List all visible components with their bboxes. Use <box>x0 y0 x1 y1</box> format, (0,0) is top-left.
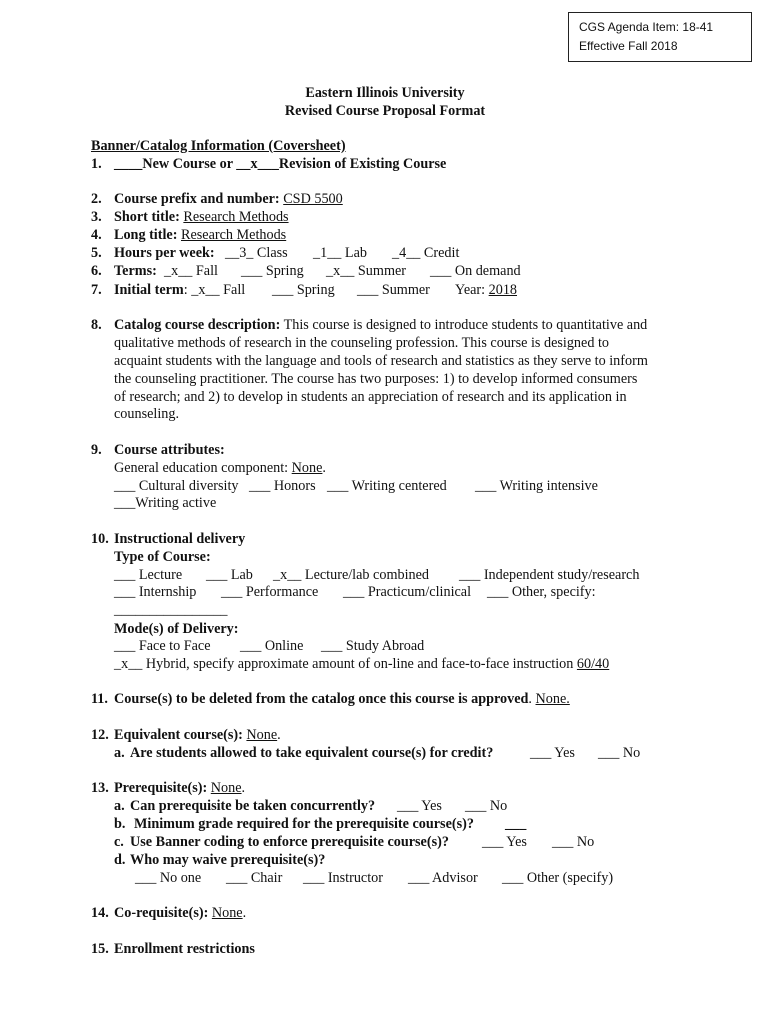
prerequisite-value: None <box>210 780 242 796</box>
terms-on-demand: ___ On demand <box>430 263 521 279</box>
mode-hybrid-row <box>114 655 609 673</box>
item-11-row <box>114 690 570 708</box>
initial-term-spring: ___ Spring <box>272 282 335 298</box>
equivalent-period: . <box>277 727 281 743</box>
item-13-number: 13. <box>91 780 109 796</box>
university-title: Eastern Illinois University <box>305 85 465 101</box>
item-12-number: 12. <box>91 727 109 743</box>
type-independent: ___ Independent study/research <box>459 567 640 583</box>
initial-term-summer: ___ Summer <box>357 282 430 298</box>
deleted-courses-period: . <box>528 691 532 707</box>
type-lecture-lab: _x__ Lecture/lab combined <box>273 567 430 583</box>
gen-ed-label: General education component: <box>114 460 289 476</box>
item-6-number: 6. <box>91 263 102 279</box>
type-other: ___ Other, specify: <box>487 584 596 600</box>
hours-label: Hours per week: <box>114 245 215 261</box>
item-14-row <box>114 904 246 922</box>
equivalent-a-label: a. <box>114 745 125 761</box>
item-7-number: 7. <box>91 282 102 298</box>
prereq-c-yes: ___ Yes <box>482 834 527 850</box>
item-4-row <box>114 226 286 244</box>
description-line-2: qualitative methods of research in the counseling profession. This course is designed to <box>114 335 610 351</box>
enrollment-restrictions-label: Enrollment restrictions <box>114 941 255 957</box>
item-1-course-type: ____New Course or __x___Revision of Existing Course <box>114 156 447 172</box>
prereq-d-label: d. <box>114 852 126 868</box>
item-3-number: 3. <box>91 209 102 225</box>
agenda-effective: Effective Fall 2018 <box>579 39 678 53</box>
attr-writing-intensive: ___ Writing intensive <box>475 478 598 494</box>
attr-cultural: ___ Cultural diversity <box>114 478 239 494</box>
initial-term-year <box>455 281 517 299</box>
hybrid-ratio: 60/40 <box>576 656 610 672</box>
short-title-label: Short title: <box>114 209 180 225</box>
prereq-b-question: Minimum grade required for the prerequisite course(s)? <box>134 816 474 832</box>
gen-ed-row <box>114 459 326 477</box>
item-15-number: 15. <box>91 941 109 957</box>
course-prefix-value: CSD 5500 <box>283 191 343 207</box>
initial-term-label: Initial term <box>114 282 184 298</box>
item-2-row <box>114 190 343 208</box>
corequisite-period: . <box>242 905 247 921</box>
item-4-number: 4. <box>91 227 102 243</box>
deleted-courses-label: Course(s) to be deleted from the catalog once this course is approved <box>114 691 529 707</box>
hours-credit: _4__ Credit <box>392 245 460 261</box>
initial-term-row <box>114 281 245 299</box>
mode-study-abroad: ___ Study Abroad <box>321 638 425 654</box>
item-13-row <box>114 779 245 797</box>
waive-instructor: ___ Instructor <box>303 870 383 886</box>
equivalent-label: Equivalent course(s): <box>114 727 243 743</box>
description-line-1 <box>114 316 647 334</box>
attributes-label: Course attributes: <box>114 442 225 458</box>
hours-lab: _1__ Lab <box>313 245 367 261</box>
item-2-number: 2. <box>91 191 102 207</box>
waive-other: ___ Other (specify) <box>502 870 614 886</box>
prereq-a-no: ___ No <box>465 798 508 814</box>
terms-fall: _x__ Fall <box>164 263 218 279</box>
type-lab: ___ Lab <box>206 567 253 583</box>
prereq-b-blank: ___ <box>505 816 527 832</box>
prereq-d-question: Who may waive prerequisite(s)? <box>130 852 326 868</box>
item-14-number: 14. <box>91 905 109 921</box>
description-line-4: the counseling practitioner. The course has two purposes: 1) to develop informed consumers <box>114 371 638 387</box>
mode-online: ___ Online <box>240 638 304 654</box>
attr-honors: ___ Honors <box>249 478 316 494</box>
gen-ed-period: . <box>322 460 326 476</box>
prereq-b-label: b. <box>114 816 126 832</box>
year-value: 2018 <box>488 282 518 298</box>
year-label: Year: <box>455 282 486 298</box>
terms-label: Terms: <box>114 263 157 279</box>
instructional-delivery-label: Instructional delivery <box>114 531 246 547</box>
item-11-number: 11. <box>91 691 108 707</box>
item-3-row <box>114 208 289 226</box>
prereq-a-label: a. <box>114 798 125 814</box>
description-label: Catalog course description: <box>114 317 281 333</box>
item-1-number: 1. <box>91 156 102 172</box>
corequisite-label: Co-requisite(s): <box>114 905 209 921</box>
item-8-number: 8. <box>91 317 102 333</box>
description-line-5: of research; and 2) to develop in students an appreciation of research and its application in <box>114 389 627 405</box>
initial-term-fall: : _x__ Fall <box>183 282 246 298</box>
agenda-item: CGS Agenda Item: 18-41 <box>579 20 714 34</box>
waive-no-one: ___ No one <box>135 870 202 886</box>
attr-writing-centered: ___ Writing centered <box>327 478 447 494</box>
prereq-c-label: c. <box>114 834 124 850</box>
type-lecture: ___ Lecture <box>114 567 183 583</box>
short-title-value: Research Methods <box>183 209 289 225</box>
course-prefix-label: Course prefix and number: <box>114 191 280 207</box>
agenda-box <box>568 12 752 62</box>
prerequisite-period: . <box>241 780 246 796</box>
document-subtitle: Revised Course Proposal Format <box>284 103 486 119</box>
type-internship: ___ Internship <box>114 584 197 600</box>
prereq-a-yes: ___ Yes <box>397 798 442 814</box>
description-line-3: acquaint students with the language and tools of research and statistics as they serve to inform <box>114 353 648 369</box>
prerequisite-label: Prerequisite(s): <box>114 780 208 796</box>
long-title-label: Long title: <box>114 227 178 243</box>
prereq-c-question: Use Banner coding to enforce prerequisite course(s)? <box>130 834 449 850</box>
type-performance: ___ Performance <box>221 584 319 600</box>
hours-class: __3_ Class <box>225 245 288 261</box>
equivalent-a-yes: ___ Yes <box>530 745 575 761</box>
waive-advisor: ___ Advisor <box>408 870 478 886</box>
banner-heading: Banner/Catalog Information (Coversheet) <box>91 138 346 154</box>
deleted-courses-value: None. <box>535 691 570 707</box>
terms-summer: _x__ Summer <box>326 263 406 279</box>
terms-spring: ___ Spring <box>241 263 304 279</box>
item-9-number: 9. <box>91 442 102 458</box>
prereq-c-no: ___ No <box>552 834 595 850</box>
description-text: This course is designed to introduce students to quantitative and <box>283 317 648 333</box>
waive-chair: ___ Chair <box>226 870 283 886</box>
item-12-row <box>114 726 281 744</box>
corequisite-value: None <box>211 905 243 921</box>
long-title-value: Research Methods <box>181 227 287 243</box>
equivalent-a-no: ___ No <box>598 745 641 761</box>
equivalent-value: None <box>246 727 278 743</box>
type-other-blank: ________________ <box>114 602 228 618</box>
description-line-6: counseling. <box>114 406 180 422</box>
mode-face-to-face: ___ Face to Face <box>114 638 211 654</box>
mode-of-delivery-label: Mode(s) of Delivery: <box>114 621 239 637</box>
type-of-course-label: Type of Course: <box>114 549 211 565</box>
type-practicum: ___ Practicum/clinical <box>343 584 472 600</box>
gen-ed-value: None <box>291 460 323 476</box>
mode-hybrid: _x__ Hybrid, specify approximate amount of on-line and face-to-face instruction <box>114 656 574 672</box>
attr-writing-active: ___Writing active <box>114 495 217 511</box>
item-5-number: 5. <box>91 245 102 261</box>
equivalent-a-question: Are students allowed to take equivalent course(s) for credit? <box>130 745 494 761</box>
item-10-number: 10. <box>91 531 109 547</box>
prereq-a-question: Can prerequisite be taken concurrently? <box>130 798 376 814</box>
